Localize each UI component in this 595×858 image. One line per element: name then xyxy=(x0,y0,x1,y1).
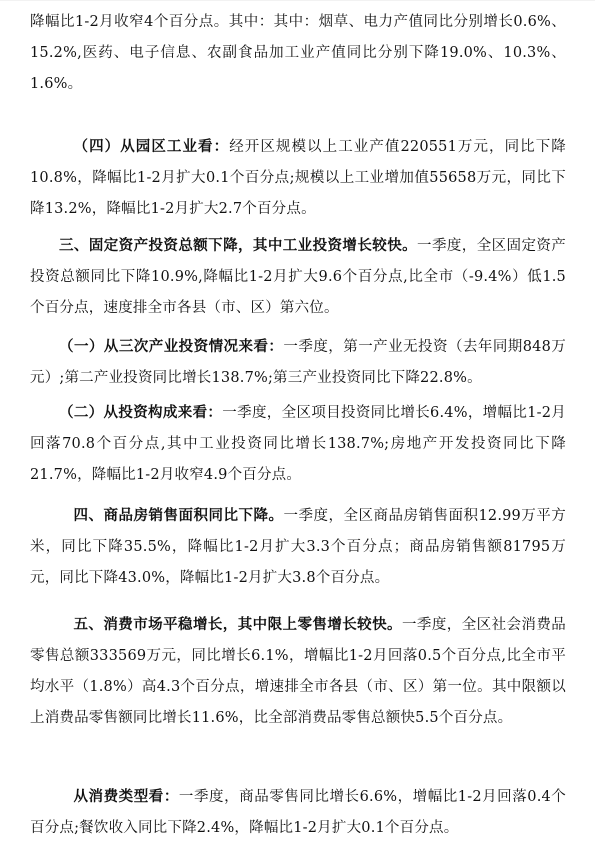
paragraph-park-industry xyxy=(30,131,566,225)
paragraph-body: 经开区规模以上工业产值220551万元，同比下降10.8%，降幅比1-2月扩大0.1个百分点;规模以上工业增加值55658万元，同比下降13.2%，降幅比1-2月扩大2.7个百分点。 xyxy=(30,139,567,217)
paragraph-investment-structure xyxy=(30,397,566,491)
paragraph-body: 一季度，全区商品房销售面积12.99万平方米，同比下降35.5%，降幅比1-2月扩大3.3个百分点；商品房销售额81795万元，同比下降43.0%，降幅比1-2月扩大3.8个百分点。 xyxy=(30,508,566,586)
section-heading-park: （四）从园区工业看： xyxy=(73,138,230,155)
paragraph-body: 降幅比1-2月收窄4个百分点。其中：其中：烟草、电力产值同比分别增长0.6%、15.2%,医药、电子信息、农副食品加工业产值同比分别下降19.0%、10.3%、1.6%。 xyxy=(30,14,566,92)
paragraph-body: 一季度，全区社会消费品零售总额333569万元，同比增长6.1%，增幅比1-2月回落0.5个百分点,比全市平均水平（1.8%）高4.3个百分点，增速排全市各县（市、区）第一位。其中限额以上消费品零售额同比增长11.6%，比全部消费品零售总额快5.5个百分点。 xyxy=(30,617,566,726)
paragraph-housing-sales xyxy=(30,500,566,594)
section-heading-three-industries: （一）从三次产业投资情况来看： xyxy=(59,338,284,355)
paragraph-industry-tail xyxy=(30,7,566,100)
section-heading-consumption: 五、消费市场平稳增长，其中限上零售增长较快。 xyxy=(73,616,402,633)
paragraph-body: 一季度，第一产业无投资（去年同期848万元）;第二产业投资同比增长138.7%;第三产业投资同比下降22.8%。 xyxy=(30,339,566,386)
section-heading-fixed-asset: 三、固定资产投资总额下降，其中工业投资增长较快。 xyxy=(59,237,418,254)
page-top-edge xyxy=(0,0,595,1)
paragraph-three-industries xyxy=(30,331,566,394)
paragraph-body: 一季度，全区项目投资同比增长6.4%，增幅比1-2月回落70.8个百分点,其中工业投资同比增长138.7%;房地产开发投资同比下降21.7%，降幅比1-2月收窄4.9个百分点。 xyxy=(30,405,566,483)
section-heading-consumption-type: 从消费类型看： xyxy=(73,788,179,805)
section-heading-investment-structure: （二）从投资构成来看： xyxy=(59,404,223,421)
paragraph-consumption-market xyxy=(30,609,566,734)
section-heading-housing: 四、商品房销售面积同比下降。 xyxy=(73,507,284,524)
paragraph-body: 一季度，全区固定资产投资总额同比下降10.9%,降幅比1-2月扩大9.6个百分点,比全市（-9.4%）低1.5个百分点，速度排全市各县（市、区）第六位。 xyxy=(30,238,566,316)
paragraph-consumption-type xyxy=(30,781,566,844)
paragraph-fixed-asset-investment xyxy=(30,230,566,324)
paragraph-body: 一季度，商品零售同比增长6.6%，增幅比1-2月回落0.4个百分点;餐饮收入同比下降2.4%，降幅比1-2月扩大0.1个百分点。 xyxy=(30,789,566,836)
